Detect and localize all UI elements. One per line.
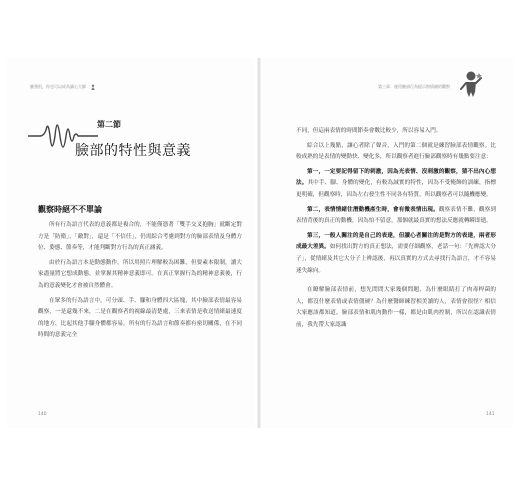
paragraph-text: 不同，但這兩表情的時間節奏會數比較少，所以容易入門。	[296, 128, 442, 134]
left-page-number: 140	[38, 412, 47, 417]
section-heading: 觀察時絕不不單論	[38, 204, 102, 214]
point-label: 第三，一般人關注的是自己的表達，但讀心者關注的是對方的表達，兩者形成最大差異。	[296, 232, 496, 251]
point-label: 第一，一定要記得留下的刺激，因為光表情、沒刺激的觀察，猜不出內心想法。	[296, 168, 496, 187]
right-paragraph	[296, 285, 496, 331]
paragraph-text: 在瞭解臉部表情前，想先問問大家幾個問題，為什麼眼睛打了肉毒桿菌的人，都沒什麼表情或表情僵硬？為什麼醫師練習相美讀的人，表情會很怪？相信大家應該都知道，臉部表情和肌肉動作一樣，都是由肌肉控制，所以在認識表情前，我先帶大家認識	[296, 287, 496, 328]
chapter-label: 第二節	[97, 120, 121, 129]
left-running-header-text: 臉書很，你也可以成為讀心大師	[30, 84, 86, 89]
small-figure-icon	[90, 84, 96, 90]
left-paragraph: 由於行為語言本是動態動作，所以用照片理解較為困難，但要素本限制，讀大家盡量將它想成動態，並掌握其精神意義即可。在真正掌握行為的精神意義後，行為的意義變化才會被自然體會。	[38, 259, 242, 289]
left-paragraph: 在眾多的行為語言中，可分頭、手、腳和身體四大區塊，其中臉部表情最容易觀察，一是還幾不來，二是在觀察者的視線最清楚處，三來表情是收送情緒最速度的地方，比起其他手腳身體都容易。所有的行為語言和節奏都有密切關係，在不同時間的意義完全	[38, 297, 242, 339]
right-page-number: 141	[486, 412, 495, 417]
right-paragraph	[296, 141, 496, 164]
right-running-header	[378, 84, 450, 90]
standing-figure-icon	[458, 70, 484, 98]
right-paragraph	[296, 167, 496, 202]
right-paragraph	[296, 231, 496, 277]
right-running-header-text: 第三章：運用臉部行為提示察情緒的觀察	[378, 84, 450, 89]
point-label: 第二，表情情緒往潛動機產生時，會有微表情出現。	[307, 206, 439, 213]
paragraph-text: 如何找出對方的真正想法，需要仔細觀察，老話一句：「先辨認大分子」，從情緒及其它大分子上辨認後，再以真實的方式去尋找行為語言，才不容易迷失線向。	[296, 244, 496, 274]
left-body-text	[38, 220, 242, 345]
chapter-title: 臉部的特性與意義	[75, 143, 191, 159]
paragraph-text: 其中手、腳、身體的變化，有較為誠實的特性，因為不受掩飾的訓練，指標更明確，但觀察時，因為左右發生性不同各有特質，所以觀察者可以隨機應變。	[296, 180, 496, 198]
book-spine	[257, 58, 261, 428]
right-paragraph	[296, 126, 496, 138]
paragraph-text: 觀察表情不難，觀察到表情背後的真正的動機，因為怕不留意，那個就最真實的想法反應就轉瞬即逝。	[296, 206, 496, 225]
right-body-text	[296, 126, 496, 335]
paragraph-text: 綜合以上幾點，讓心者除了聲音，入門的第二個就是練習臉部表情觀察。比較成熟的是表情的變動快、變化多，所以觀察者進行臉部觀察時有幾點要注意：	[296, 142, 496, 161]
left-running-header	[30, 84, 96, 90]
left-paragraph: 所有行為語言代表的意義都是複合的，不能僅憑著「雙手交叉抱胸」就斷定對方是「防衛」、「敵對」，還是「不信任」，仍需綜合考慮到對方的臉部表情及身體方位、姿態、節奏等，才能判斷對方行為的真正涵義。	[38, 222, 242, 252]
right-paragraph	[296, 205, 496, 228]
